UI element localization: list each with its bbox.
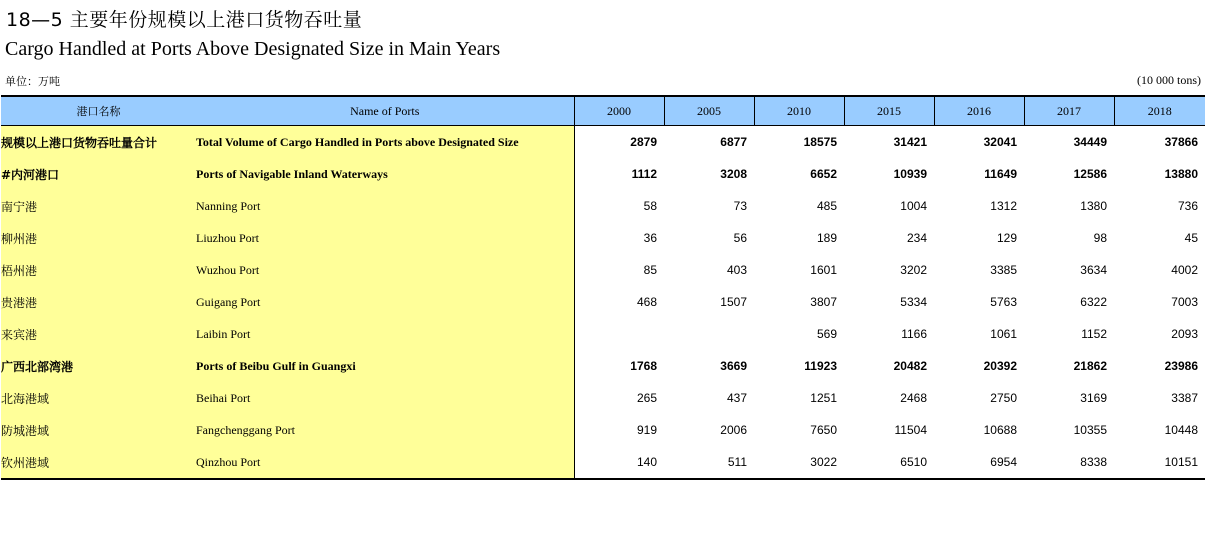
cell-value: 12586 xyxy=(1073,167,1107,181)
page-title-english: Cargo Handled at Ports Above Designated Size in Main Years xyxy=(5,38,501,60)
cell-value: 3387 xyxy=(1171,391,1198,405)
table-row-wuzhou xyxy=(1,254,1205,286)
cell-value: 1601 xyxy=(810,263,837,277)
cell-value: 11923 xyxy=(804,359,837,373)
cell-value: 736 xyxy=(1177,199,1198,213)
row-name-english: Liuzhou Port xyxy=(196,222,574,254)
cell-value: 3807 xyxy=(810,295,837,309)
cell-value: 10355 xyxy=(1073,423,1107,437)
cell-value: 98 xyxy=(1093,231,1107,245)
cell-value: 7003 xyxy=(1171,295,1198,309)
cell-value: 18575 xyxy=(803,135,837,149)
header-port-name-english: Name of Ports xyxy=(196,96,574,126)
header-year-2010: 2010 xyxy=(754,96,844,126)
cell-value: 7650 xyxy=(810,423,837,437)
cell-value xyxy=(664,318,754,350)
cell-value: 1251 xyxy=(810,391,837,405)
cell-value: 919 xyxy=(636,423,657,437)
row-name-english: Qinzhou Port xyxy=(196,446,574,479)
cell-value: 6877 xyxy=(720,135,747,149)
row-name-chinese: 贵港港 xyxy=(1,286,196,318)
row-name-chinese: 梧州港 xyxy=(1,254,196,286)
cell-value: 569 xyxy=(816,327,837,341)
table-row-beihai xyxy=(1,382,1205,414)
table-row-guigang xyxy=(1,286,1205,318)
row-name-english: Nanning Port xyxy=(196,190,574,222)
cell-value: 13880 xyxy=(1164,167,1198,181)
table-row-inland xyxy=(1,158,1205,190)
cell-value: 23986 xyxy=(1164,359,1198,373)
header-year-2005: 2005 xyxy=(664,96,754,126)
row-name-english: Ports of Beibu Gulf in Guangxi xyxy=(196,350,574,382)
cell-value xyxy=(574,318,664,350)
table-row-laibin xyxy=(1,318,1205,350)
header-year-2000: 2000 xyxy=(574,96,664,126)
cell-value: 1507 xyxy=(720,295,747,309)
cell-value: 32041 xyxy=(983,135,1017,149)
row-name-chinese: 广西北部湾港 xyxy=(1,350,196,382)
row-name-chinese: 防城港域 xyxy=(1,414,196,446)
cell-value: 3385 xyxy=(990,263,1017,277)
row-name-english: Laibin Port xyxy=(196,318,574,350)
table-row-total xyxy=(1,126,1205,159)
cell-value: 6510 xyxy=(844,446,934,479)
cell-value: 2006 xyxy=(720,423,747,437)
cell-value: 3169 xyxy=(1080,391,1107,405)
unit-label-chinese: 单位：万吨 xyxy=(5,75,60,88)
cell-value: 37866 xyxy=(1164,135,1198,149)
row-name-chinese: 规模以上港口货物吞吐量合计 xyxy=(1,126,196,159)
cell-value: 8338 xyxy=(1024,446,1114,479)
table-row-fangchenggang xyxy=(1,414,1205,446)
row-name-english: Guigang Port xyxy=(196,286,574,318)
cell-value: 1768 xyxy=(630,359,657,373)
header-year-2017: 2017 xyxy=(1024,96,1114,126)
header-year-2015: 2015 xyxy=(844,96,934,126)
cell-value: 2879 xyxy=(630,135,657,149)
cell-value: 437 xyxy=(726,391,747,405)
cell-value: 58 xyxy=(643,199,657,213)
cell-value: 31421 xyxy=(893,135,927,149)
cell-value: 129 xyxy=(996,231,1017,245)
cell-value: 140 xyxy=(574,446,664,479)
page-title-chinese: 18—5 主要年份规模以上港口货物吞吐量 xyxy=(6,9,363,31)
cell-value: 6322 xyxy=(1080,295,1107,309)
cell-value: 468 xyxy=(636,295,657,309)
cell-value: 1061 xyxy=(990,327,1017,341)
cell-value: 485 xyxy=(816,199,837,213)
cell-value: 1112 xyxy=(631,167,657,181)
cell-value: 3208 xyxy=(720,167,747,181)
table-row-nanning xyxy=(1,190,1205,222)
cell-value: 20482 xyxy=(893,359,927,373)
cell-value: 5763 xyxy=(990,295,1017,309)
unit-label-english: (10 000 tons) xyxy=(1137,73,1201,87)
cell-value: 3022 xyxy=(754,446,844,479)
cell-value: 4002 xyxy=(1171,263,1198,277)
row-name-chinese: #内河港口 xyxy=(1,158,196,190)
cell-value: 234 xyxy=(906,231,927,245)
cell-value: 10151 xyxy=(1114,446,1205,479)
cell-value: 2093 xyxy=(1171,327,1198,341)
cell-value: 265 xyxy=(636,391,657,405)
cell-value: 189 xyxy=(816,231,837,245)
table-row-qinzhou xyxy=(1,446,1205,479)
row-name-english: Beihai Port xyxy=(196,382,574,414)
table-header-row xyxy=(1,96,1205,126)
header-year-2016: 2016 xyxy=(934,96,1024,126)
header-year-2018: 2018 xyxy=(1114,96,1205,126)
cell-value: 3634 xyxy=(1080,263,1107,277)
header-port-name-chinese: 港口名称 xyxy=(1,96,196,126)
cell-value: 20392 xyxy=(983,359,1017,373)
row-name-chinese: 柳州港 xyxy=(1,222,196,254)
row-name-english: Ports of Navigable Inland Waterways xyxy=(196,158,574,190)
row-name-english: Total Volume of Cargo Handled in Ports above Designated Size xyxy=(196,126,574,159)
cell-value: 1004 xyxy=(900,199,927,213)
row-name-chinese: 钦州港域 xyxy=(1,446,196,479)
cell-value: 11504 xyxy=(894,423,927,437)
cell-value: 403 xyxy=(726,263,747,277)
table-row-beibu-gulf xyxy=(1,350,1205,382)
table-row-liuzhou xyxy=(1,222,1205,254)
cell-value: 10448 xyxy=(1164,423,1198,437)
cell-value: 10688 xyxy=(983,423,1017,437)
cell-value: 21862 xyxy=(1073,359,1107,373)
row-name-chinese: 北海港域 xyxy=(1,382,196,414)
cell-value: 1152 xyxy=(1081,327,1107,341)
cell-value: 511 xyxy=(664,446,754,479)
cell-value: 10939 xyxy=(893,167,927,181)
cargo-table xyxy=(1,95,1205,480)
cell-value: 1380 xyxy=(1080,199,1107,213)
cell-value: 3202 xyxy=(900,263,927,277)
row-name-english: Fangchenggang Port xyxy=(196,414,574,446)
row-name-chinese: 南宁港 xyxy=(1,190,196,222)
cell-value: 73 xyxy=(733,199,747,213)
cell-value: 34449 xyxy=(1073,135,1107,149)
cell-value: 56 xyxy=(733,231,747,245)
cell-value: 36 xyxy=(643,231,657,245)
row-name-chinese: 来宾港 xyxy=(1,318,196,350)
cell-value: 11649 xyxy=(984,167,1017,181)
cell-value: 3669 xyxy=(720,359,747,373)
cell-value: 5334 xyxy=(900,295,927,309)
cell-value: 1166 xyxy=(901,327,927,341)
cell-value: 2468 xyxy=(900,391,927,405)
cell-value: 2750 xyxy=(990,391,1017,405)
cell-value: 6652 xyxy=(810,167,837,181)
row-name-english: Wuzhou Port xyxy=(196,254,574,286)
cell-value: 6954 xyxy=(934,446,1024,479)
cell-value: 1312 xyxy=(990,199,1017,213)
cell-value: 45 xyxy=(1184,231,1198,245)
cell-value: 85 xyxy=(643,263,657,277)
